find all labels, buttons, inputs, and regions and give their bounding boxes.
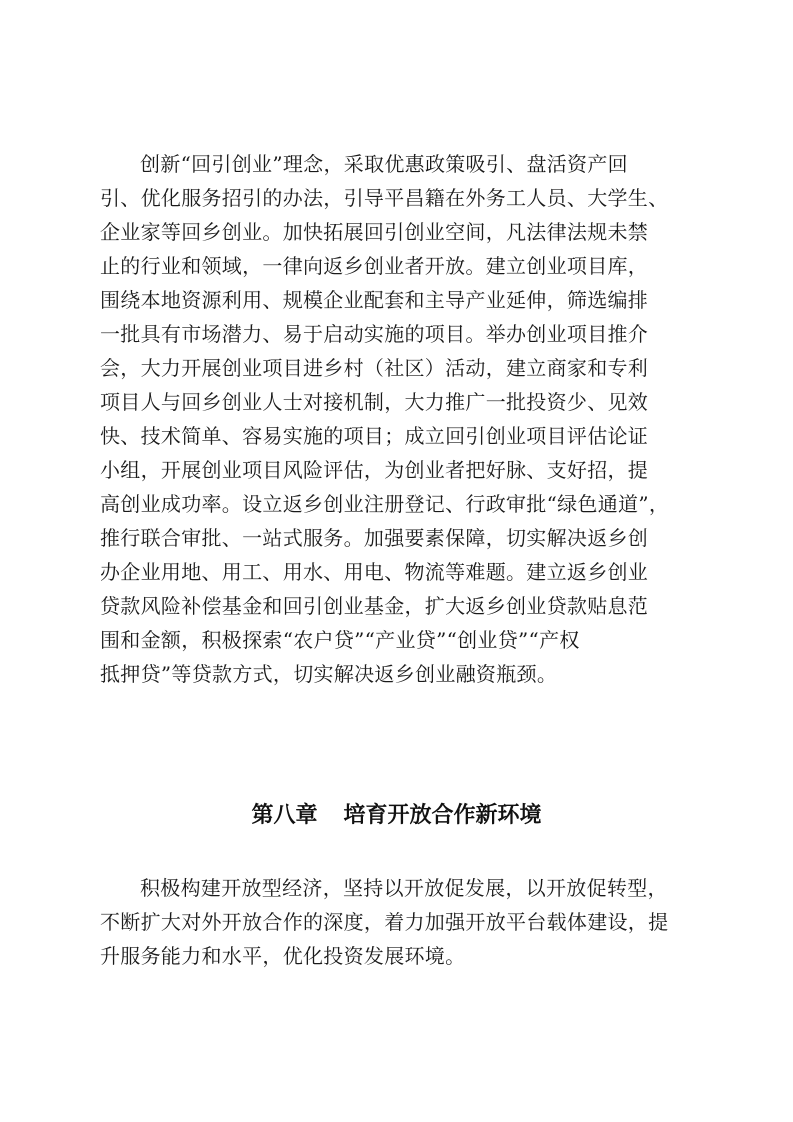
text-line: 快、技术简单、容易实施的项目；成立回引创业项目评估论证 <box>100 424 649 448</box>
chapter-number: 第八章 <box>251 803 318 828</box>
chapter-heading <box>0 798 793 829</box>
body-paragraph-1 <box>100 147 700 691</box>
text-line: 会，大力开展创业项目进乡村（社区）活动，建立商家和专利 <box>100 356 649 380</box>
text-line: 升服务能力和水平，优化投资发展环境。 <box>100 944 466 968</box>
text-line: 围绕本地资源利用、规模企业配套和主导产业延伸，筛选编排 <box>100 288 649 312</box>
text-line: 引、优化服务招引的办法，引导平昌籍在外务工人员、大学生、 <box>100 186 669 210</box>
text-line: 企业家等回乡创业。加快拓展回引创业空间，凡法律法规未禁 <box>100 220 649 244</box>
text-line: 贷款风险补偿基金和回引创业基金，扩大返乡创业贷款贴息范 <box>100 594 649 618</box>
text-line: 创新“回引创业”理念，采取优惠政策吸引、盘活资产回 <box>140 152 628 176</box>
text-line: 围和金额，积极探索“农户贷”“产业贷”“创业贷”“产权 <box>100 628 580 652</box>
text-line: 高创业成功率。设立返乡创业注册登记、行政审批“绿色通道”， <box>100 492 670 516</box>
text-line: 止的行业和领域，一律向返乡创业者开放。建立创业项目库， <box>100 254 649 278</box>
text-line: 推行联合审批、一站式服务。加强要素保障，切实解决返乡创 <box>100 526 649 550</box>
text-line: 办企业用地、用工、用水、用电、物流等难题。建立返乡创业 <box>100 560 649 584</box>
chapter-title: 培育开放合作新环境 <box>343 803 542 828</box>
text-line: 不断扩大对外开放合作的深度，着力加强开放平台载体建设，提 <box>100 910 669 934</box>
text-line: 小组，开展创业项目风险评估，为创业者把好脉、支好招，提 <box>100 458 649 482</box>
body-paragraph-2 <box>100 871 700 973</box>
text-line: 一批具有市场潜力、易于启动实施的项目。举办创业项目推介 <box>100 322 649 346</box>
text-line: 项目人与回乡创业人士对接机制，大力推广一批投资少、见效 <box>100 390 649 414</box>
text-line: 抵押贷”等贷款方式，切实解决返乡创业融资瓶颈。 <box>100 662 558 686</box>
text-line: 积极构建开放型经济，坚持以开放促发展，以开放促转型， <box>140 876 668 900</box>
